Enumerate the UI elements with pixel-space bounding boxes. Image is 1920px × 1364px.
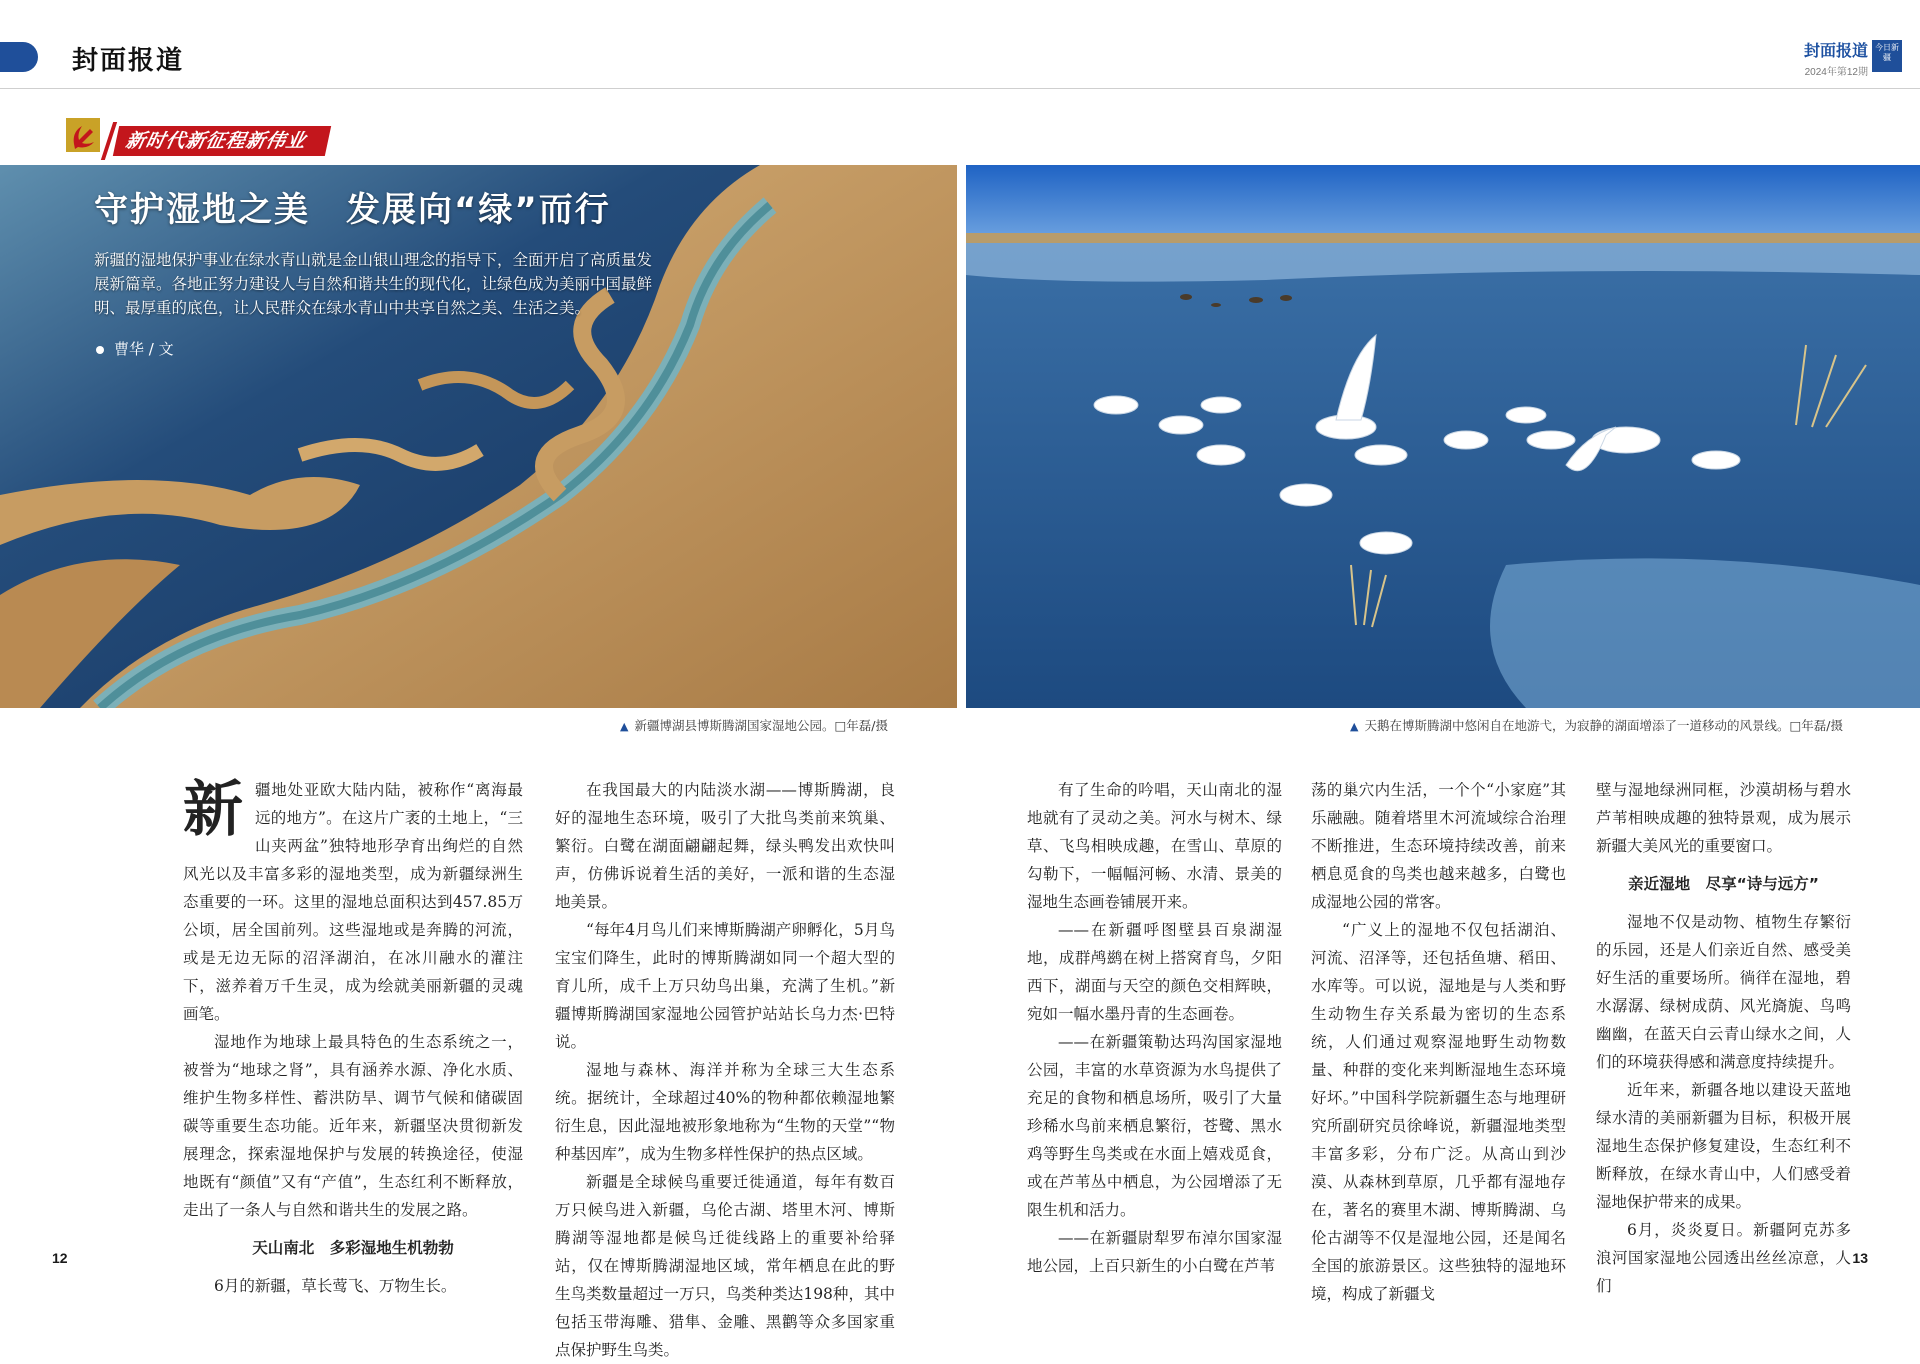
paragraph: 湿地与森林、海洋并称为全球三大生态系统。据统计，全球超过40%的物种都依赖湿地繁衍生息，因此湿地被形象地称为“生物的天堂”“物种基因库”，成为生物多样性保护的热点区域。 bbox=[555, 1061, 895, 1163]
paragraph: ——在新疆尉犁罗布淖尔国家湿地公园，上百只新生的小白鹭在芦苇 bbox=[1027, 1229, 1282, 1275]
paragraph: “广义上的湿地不仅包括湖泊、河流、沼泽等，还包括鱼塘、稻田、水库等。可以说，湿地是与人类和野生动物生存关系最为密切的生态系统，人们通过观察湿地野生动物数量、种群的变化来判断湿地生态环境好坏。”中国科学院新疆生态与地理研究所副研究员徐峰说，新疆湿地类型丰富多彩，分布广泛。从高山到沙漠、从森林到草原，几乎都有湿地存在，著名的赛里木湖、博斯腾湖、乌伦古湖等不仅是湿地公园，还是闻名全国的旅游景区。这些独特的湿地环境，构成了新疆戈 bbox=[1311, 921, 1566, 1303]
left-caption-text: 新疆博湖县博斯腾湖国家湿地公园。□年磊/摄 bbox=[634, 718, 888, 733]
header-rule bbox=[0, 88, 1920, 89]
column-tag: 新时代新征程新伟业 bbox=[113, 126, 331, 156]
paragraph: 近年来，新疆各地以建设天蓝地绿水清的美丽新疆为目标，积极开展湿地生态保护修复建设，生态红利不断释放，在绿水青山中，人们感受着湿地保护带来的成果。 bbox=[1596, 1081, 1851, 1211]
page-number-left: 12 bbox=[52, 1250, 68, 1266]
section-label: 封面报道 bbox=[72, 46, 185, 76]
body-column-5 bbox=[1596, 776, 1851, 1300]
running-header-title: 封面报道 bbox=[1803, 43, 1868, 60]
caption-triangle-icon: ▲ bbox=[620, 720, 629, 733]
magazine-badge: 今日新疆 bbox=[1872, 40, 1902, 72]
paragraph: 6月，炎炎夏日。新疆阿克苏多浪河国家湿地公园透出丝丝凉意，人们 bbox=[1596, 1221, 1851, 1295]
paragraph: 有了生命的吟唱，天山南北的湿地就有了灵动之美。河水与树木、绿草、飞鸟相映成趣，在雪山、草原的勾勒下，一幅幅河畅、水清、景美的湿地生态画卷铺展开来。 bbox=[1027, 781, 1282, 911]
body-column-4 bbox=[1311, 776, 1566, 1308]
paragraph: 新疆是全球候鸟重要迁徙通道，每年有数百万只候鸟进入新疆，乌伦古湖、塔里木河、博斯腾湖等湿地都是候鸟迁徙线路上的重要补给驿站，仅在博斯腾湖湿地区域，常年栖息在此的野生鸟类数量超过一万只，鸟类种类达198种，其中包括玉带海雕、猎隼、金雕、黑鹳等众多国家重点保护野生鸟类。 bbox=[555, 1173, 895, 1359]
swans-photo bbox=[966, 165, 1920, 708]
article-byline bbox=[96, 338, 174, 359]
paragraph: 在我国最大的内陆淡水湖——博斯腾湖，良好的湿地生态环境，吸引了大批鸟类前来筑巢、繁衍。白鹭在湖面翩翩起舞，绿头鸭发出欢快叫声，仿佛诉说着生活的美好，一派和谐的生态湿地美景。 bbox=[555, 781, 895, 911]
party-emblem-icon bbox=[66, 118, 100, 152]
byline-bullet-icon bbox=[96, 346, 104, 354]
page-number-right: 13 bbox=[1852, 1250, 1868, 1266]
paragraph: 疆地处亚欧大陆内陆，被称作“离海最远的地方”。在这片广袤的土地上，“三山夹两盆”独特地形孕育出绚烂的自然风光以及丰富多彩的湿地类型，成为新疆绿洲生态重要的一环。这里的湿地总面积达到457.85万公顷，居全国前列。这些湿地或是奔腾的河流，或是无边无际的沼泽湖泊，在冰川融水的灌注下，滋养着万千生灵，成为绘就美丽新疆的灵魂画笔。 bbox=[183, 781, 523, 1023]
right-caption-text: 天鹅在博斯腾湖中悠闲自在地游弋，为寂静的湖面增添了一道移动的风景线。□年磊/摄 bbox=[1364, 718, 1843, 733]
article-lede: 新疆的湿地保护事业在绿水青山就是金山银山理念的指导下，全面开启了高质量发展新篇章。各地正努力建设人与自然和谐共生的现代化，让绿色成为美丽中国最鲜明、最厚重的底色，让人民群众在绿水青山中共享自然之美、生活之美。 bbox=[94, 251, 653, 317]
body-column-1 bbox=[183, 776, 523, 1300]
caption-triangle-icon: ▲ bbox=[1350, 720, 1359, 733]
paragraph: ——在新疆策勒达玛沟国家湿地公园，丰富的水草资源为水鸟提供了充足的食物和栖息场所，吸引了大量珍稀水鸟前来栖息繁衍，苍鹭、黑水鸡等野生鸟类或在水面上嬉戏觅食，或在芦苇丛中栖息，为公园增添了无限生机和活力。 bbox=[1027, 1033, 1282, 1219]
wetland-aerial-photo bbox=[0, 165, 957, 708]
article-headline: 守护湿地之美 发展向“绿”而行 bbox=[94, 190, 611, 230]
subhead: 亲近湿地 尽享“诗与远方” bbox=[1628, 875, 1819, 893]
body-column-3 bbox=[1027, 776, 1282, 1280]
running-header bbox=[1804, 38, 1868, 78]
right-photo-caption bbox=[1350, 716, 1843, 734]
paragraph: ——在新疆呼图壁县百泉湖湿地，成群鸬鹚在树上搭窝育鸟，夕阳西下，湖面与天空的颜色交相辉映，宛如一幅水墨丹青的生态画卷。 bbox=[1027, 921, 1282, 1023]
byline-text: 曹华 / 文 bbox=[114, 340, 174, 358]
paragraph: 湿地作为地球上最具特色的生态系统之一，被誉为“地球之肾”，具有涵养水源、净化水质、维护生物多样性、蓄洪防旱、调节气候和储碳固碳等重要生态功能。近年来，新疆坚决贯彻新发展理念，探索湿地保护与发展的转换途径，使湿地既有“颜值”又有“产值”，生态红利不断释放，走出了一条人与自然和谐共生的发展之路。 bbox=[183, 1033, 523, 1219]
body-column-2 bbox=[555, 776, 895, 1364]
paragraph: 荡的巢穴内生活，一个个“小家庭”其乐融融。随着塔里木河流域综合治理不断推进，生态环境持续改善，前来栖息觅食的鸟类也越来越多，白鹭也成湿地公园的常客。 bbox=[1311, 781, 1566, 911]
running-header-issue: 2024年第12期 bbox=[1804, 67, 1868, 78]
paragraph: 6月的新疆，草长莺飞、万物生长。 bbox=[214, 1277, 457, 1295]
left-photo-caption bbox=[620, 716, 888, 734]
dropcap: 新 bbox=[183, 775, 243, 845]
subhead: 天山南北 多彩湿地生机勃勃 bbox=[252, 1239, 454, 1257]
section-tab-marker bbox=[0, 42, 38, 72]
paragraph: 湿地不仅是动物、植物生存繁衍的乐园，还是人们亲近自然、感受美好生活的重要场所。徜徉在湿地，碧水潺潺、绿树成荫、风光旖旎、鸟鸣幽幽，在蓝天白云青山绿水之间，人们的环境获得感和满意度持续提升。 bbox=[1596, 913, 1851, 1071]
paragraph: 壁与湿地绿洲同框，沙漠胡杨与碧水芦苇相映成趣的独特景观，成为展示新疆大美风光的重要窗口。 bbox=[1596, 781, 1851, 855]
paragraph: “每年4月鸟儿们来博斯腾湖产卵孵化，5月鸟宝宝们降生，此时的博斯腾湖如同一个超大型的育儿所，成千上万只幼鸟出巢，充满了生机。”新疆博斯腾湖国家湿地公园管护站站长乌力杰·巴特说。 bbox=[555, 921, 895, 1051]
